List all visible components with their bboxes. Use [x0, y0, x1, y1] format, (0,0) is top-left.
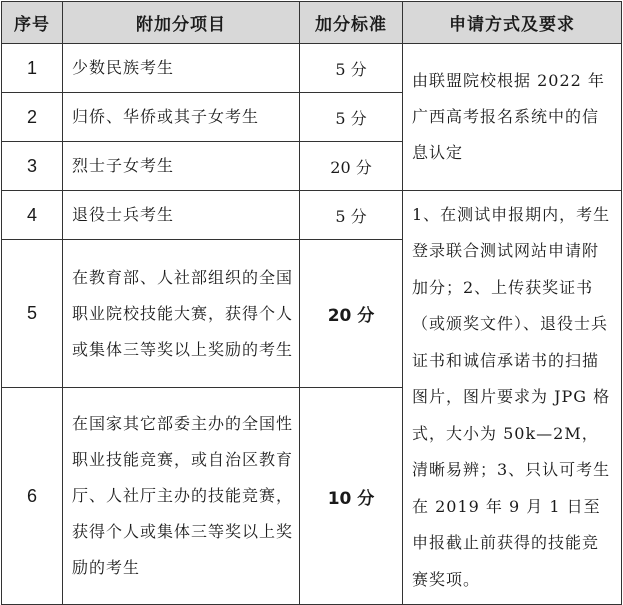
- requirement-group-1: 由联盟院校根据 2022 年广西高考报名系统中的信息认定: [403, 44, 622, 191]
- row-item: 少数民族考生: [63, 44, 300, 93]
- table-row: [2, 44, 622, 93]
- row-standard: 5 分: [300, 191, 403, 240]
- row-no: 5: [2, 240, 63, 388]
- row-no: 6: [2, 388, 63, 605]
- row-item: 在国家其它部委主办的全国性职业技能竞赛，或自治区教育厅、人社厅主办的技能竞赛，获得个人或集体三等奖以上奖励的考生: [63, 388, 300, 605]
- requirement-group-2: 1、在测试申报期内，考生登录联合测试网站申请附加分；2、上传获奖证书（或颁奖文件）、退役士兵证书和诚信承诺书的扫描图片，图片要求为 JPG 格式，大小为 50k—2M，清晰易辨；3、只认可考生在 2019 年 9 月 1 日至申报截止前获得的技能竞赛奖项。: [403, 191, 622, 605]
- bonus-points-table: [1, 1, 622, 605]
- row-standard: 5 分: [300, 93, 403, 142]
- header-requirement: 申请方式及要求: [403, 2, 622, 44]
- row-item: 归侨、华侨或其子女考生: [63, 93, 300, 142]
- row-item: 退役士兵考生: [63, 191, 300, 240]
- row-item: 在教育部、人社部组织的全国职业院校技能大赛，获得个人或集体三等奖以上奖励的考生: [63, 240, 300, 388]
- row-no: 1: [2, 44, 63, 93]
- table-header-row: [2, 2, 622, 44]
- table-row: [2, 191, 622, 240]
- row-item: 烈士子女考生: [63, 142, 300, 191]
- row-standard: 20 分: [300, 142, 403, 191]
- row-no: 3: [2, 142, 63, 191]
- header-item: 附加分项目: [63, 2, 300, 44]
- row-standard: 5 分: [300, 44, 403, 93]
- row-no: 2: [2, 93, 63, 142]
- row-standard: 20 分: [300, 240, 403, 388]
- row-no: 4: [2, 191, 63, 240]
- header-no: 序号: [2, 2, 63, 44]
- row-standard: 10 分: [300, 388, 403, 605]
- header-standard: 加分标准: [300, 2, 403, 44]
